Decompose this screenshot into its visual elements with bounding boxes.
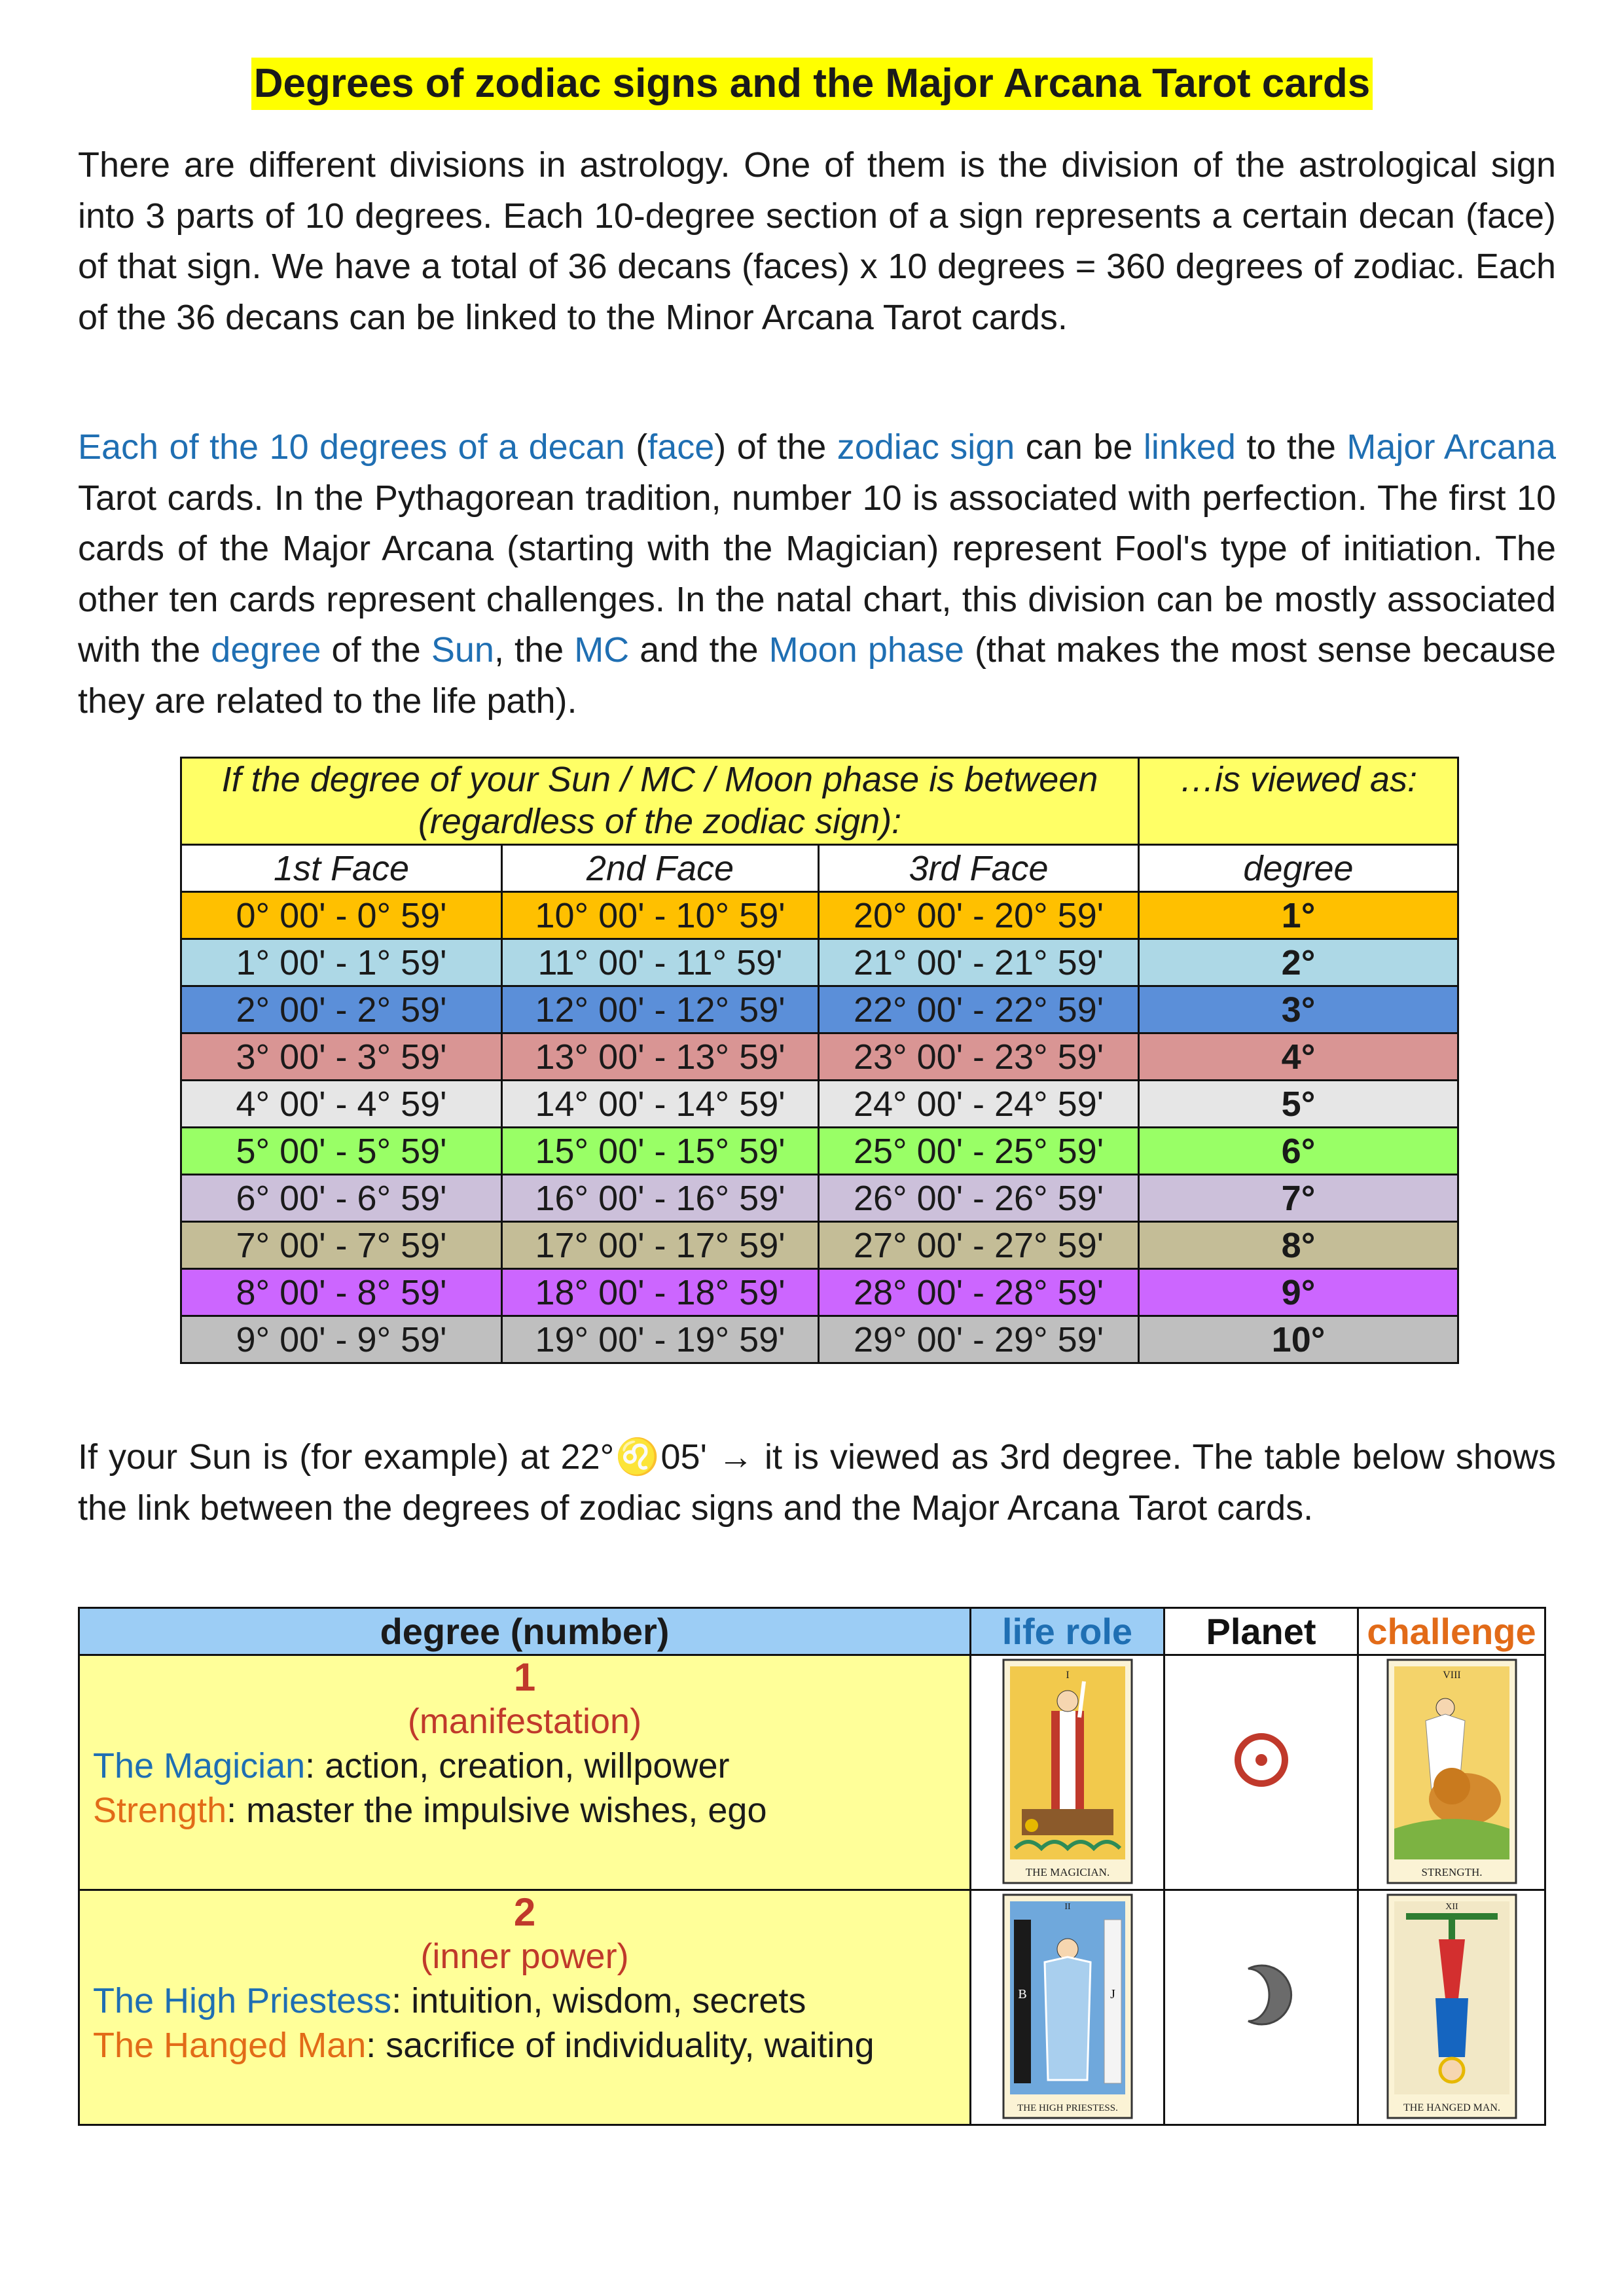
challenge-card-name: Strength — [93, 1791, 227, 1830]
arcana-desc — [79, 1655, 971, 1890]
header-challenge: challenge — [1358, 1608, 1545, 1655]
card-numeral: XII — [1445, 1902, 1458, 1912]
degree-value: 5° — [1139, 1081, 1458, 1128]
face-range: 11° 00' - 11° 59' — [502, 939, 819, 986]
card-label: STRENGTH. — [1420, 1866, 1483, 1878]
card-numeral: I — [1065, 1670, 1070, 1681]
challenge-card-cell — [1358, 1655, 1545, 1890]
degree-value: 10° — [1139, 1316, 1458, 1363]
link-linked[interactable]: linked — [1143, 427, 1236, 467]
challenge-card-cell — [1358, 1890, 1545, 2125]
life-card-name: The Magician — [93, 1746, 306, 1785]
face-range: 14° 00' - 14° 59' — [502, 1081, 819, 1128]
arcana-desc — [79, 1890, 971, 2125]
link-zodiac-sign[interactable]: zodiac sign — [837, 427, 1015, 467]
face-range: 20° 00' - 20° 59' — [819, 892, 1139, 939]
challenge-card-line: The Hanged Man: sacrifice of individuality, waiting — [93, 2026, 875, 2065]
planet-cell — [1164, 1655, 1358, 1890]
degree-number: 1 — [513, 1655, 536, 1699]
face-range: 1° 00' - 1° 59' — [181, 939, 502, 986]
sun-icon — [1170, 1659, 1353, 1884]
challenge-card-line: Strength: master the impulsive wishes, ego — [93, 1791, 767, 1830]
face-range: 25° 00' - 25° 59' — [819, 1128, 1139, 1175]
title-wrap — [0, 58, 1624, 110]
hanged-man-card-image — [1386, 1893, 1517, 2119]
example-paragraph: If your Sun is (for example) at 22°♌05' → it is viewed as 3rd degree. The table below shows the link between the degrees of zodiac signs and the Major Arcana Tarot cards. — [78, 1437, 1556, 1528]
card-numeral: II — [1064, 1902, 1071, 1912]
card-numeral: VIII — [1442, 1670, 1461, 1681]
header-life-role: life role — [971, 1608, 1164, 1655]
degree-row — [181, 1081, 1458, 1128]
face-range: 6° 00' - 6° 59' — [181, 1175, 502, 1222]
face-range: 28° 00' - 28° 59' — [819, 1269, 1139, 1316]
card-label: THE HIGH PRIESTESS. — [1017, 2103, 1118, 2113]
degree-row — [181, 939, 1458, 986]
face-range: 27° 00' - 27° 59' — [819, 1222, 1139, 1269]
magician-card-image — [1002, 1659, 1133, 1884]
moon-icon — [1170, 1893, 1353, 2119]
degree-table-subheader — [181, 845, 1458, 892]
face-range: 17° 00' - 17° 59' — [502, 1222, 819, 1269]
arrow-right-icon: → — [717, 1437, 753, 1477]
col-1st-face: 1st Face — [181, 845, 502, 892]
face-range: 7° 00' - 7° 59' — [181, 1222, 502, 1269]
face-range: 13° 00' - 13° 59' — [502, 1033, 819, 1081]
arcana-table — [78, 1607, 1546, 2126]
planet-symbol: ☉ — [1260, 1880, 1262, 1882]
face-range: 12° 00' - 12° 59' — [502, 986, 819, 1033]
degree-keyword: (manifestation) — [407, 1702, 642, 1741]
arcana-row-1 — [79, 1655, 1545, 1890]
life-card-line: The High Priestess: intuition, wisdom, secrets — [93, 1981, 806, 2020]
degree-keyword: (inner power) — [420, 1937, 629, 1976]
degree-table-header — [181, 758, 1458, 845]
card-label: THE HANGED MAN. — [1403, 2102, 1500, 2113]
header-left: If the degree of your Sun / MC / Moon phase is between (regardless of the zodiac sign): — [181, 758, 1139, 845]
face-range: 16° 00' - 16° 59' — [502, 1175, 819, 1222]
degree-value: 3° — [1139, 986, 1458, 1033]
face-range: 21° 00' - 21° 59' — [819, 939, 1139, 986]
degree-row — [181, 1033, 1458, 1081]
degree-row — [181, 986, 1458, 1033]
degree-row — [181, 1316, 1458, 1363]
link-degree[interactable]: degree — [211, 630, 321, 670]
degree-table-body — [181, 892, 1458, 1363]
link-mc[interactable]: MC — [574, 630, 630, 670]
face-range: 24° 00' - 24° 59' — [819, 1081, 1139, 1128]
face-range: 8° 00' - 8° 59' — [181, 1269, 502, 1316]
face-range: 26° 00' - 26° 59' — [819, 1175, 1139, 1222]
degree-row — [181, 1222, 1458, 1269]
degree-value: 2° — [1139, 939, 1458, 986]
face-range: 2° 00' - 2° 59' — [181, 986, 502, 1033]
face-range: 5° 00' - 5° 59' — [181, 1128, 502, 1175]
link-moon-phase[interactable]: Moon phase — [768, 630, 964, 670]
arcana-row-2 — [79, 1890, 1545, 2125]
header-right: …is viewed as: — [1139, 758, 1458, 845]
degree-value: 9° — [1139, 1269, 1458, 1316]
face-range: 29° 00' - 29° 59' — [819, 1316, 1139, 1363]
svg-text:J: J — [1110, 1987, 1115, 2001]
arcana-table-header — [79, 1608, 1545, 1655]
degree-table — [180, 757, 1459, 1364]
card-label: THE MAGICIAN. — [1025, 1866, 1110, 1878]
face-range: 15° 00' - 15° 59' — [502, 1128, 819, 1175]
page-title: Degrees of zodiac signs and the Major Arcana Tarot cards — [251, 58, 1373, 110]
face-range: 22° 00' - 22° 59' — [819, 986, 1139, 1033]
degree-value: 4° — [1139, 1033, 1458, 1081]
degree-row — [181, 1175, 1458, 1222]
degree-value: 7° — [1139, 1175, 1458, 1222]
col-degree: degree — [1139, 845, 1458, 892]
link-sun[interactable]: Sun — [431, 630, 494, 670]
degree-number: 2 — [513, 1890, 536, 1934]
link-degrees-of-decan[interactable]: Each of the 10 degrees of a decan — [78, 427, 625, 467]
degree-row — [181, 1128, 1458, 1175]
face-range: 19° 00' - 19° 59' — [502, 1316, 819, 1363]
strength-card-image — [1386, 1659, 1517, 1884]
life-card-cell — [971, 1655, 1164, 1890]
degree-row — [181, 1269, 1458, 1316]
face-range: 9° 00' - 9° 59' — [181, 1316, 502, 1363]
life-card-name: The High Priestess — [93, 1981, 392, 2020]
degree-value: 6° — [1139, 1128, 1458, 1175]
high-priestess-card-image — [1002, 1893, 1133, 2119]
planet-symbol: ☽ — [1260, 2115, 1262, 2117]
degree-value: 1° — [1139, 892, 1458, 939]
life-card-line: The Magician: action, creation, willpower — [93, 1746, 730, 1785]
planet-cell — [1164, 1890, 1358, 2125]
col-3rd-face: 3rd Face — [819, 845, 1139, 892]
challenge-card-name: The Hanged Man — [93, 2026, 367, 2065]
face-range: 3° 00' - 3° 59' — [181, 1033, 502, 1081]
face-range: 4° 00' - 4° 59' — [181, 1081, 502, 1128]
decan-paragraph: Each of the 10 degrees of a decan (face) of the zodiac sign can be linked to the Major Arcana Tarot cards. In the Pythagorean tradition, number 10 is associated with perfection. The first 10 cards of the Major Arcana (starting with the Magician) represent Fool's type of initiation. The other ten cards represent challenges. In the natal chart, this division can be mostly associated with the degree of the Sun, the MC and the Moon phase (that makes the most sense because they are related to the life path). — [78, 427, 1557, 721]
col-2nd-face: 2nd Face — [502, 845, 819, 892]
degree-value: 8° — [1139, 1222, 1458, 1269]
header-degree-number: degree (number) — [79, 1608, 971, 1655]
link-major-arcana[interactable]: Major Arcana — [1346, 427, 1557, 467]
degree-row — [181, 892, 1458, 939]
face-range: 10° 00' - 10° 59' — [502, 892, 819, 939]
intro-paragraph: There are different divisions in astrology. One of them is the division of the astrological sign into 3 parts of 10 degrees. Each 10-degree section of a sign represents a certain decan (face) of that sign. We have a total of 36 decans (faces) x 10 degrees = 360 degrees of zodiac. Each of the 36 decans can be linked to the Minor Arcana Tarot cards. — [78, 145, 1556, 337]
header-planet: Planet — [1164, 1608, 1358, 1655]
leo-sign-icon: ♌ — [614, 1437, 661, 1477]
svg-text:B: B — [1017, 1987, 1027, 2001]
life-card-cell — [971, 1890, 1164, 2125]
link-face[interactable]: face — [647, 427, 715, 467]
face-range: 0° 00' - 0° 59' — [181, 892, 502, 939]
face-range: 18° 00' - 18° 59' — [502, 1269, 819, 1316]
face-range: 23° 00' - 23° 59' — [819, 1033, 1139, 1081]
